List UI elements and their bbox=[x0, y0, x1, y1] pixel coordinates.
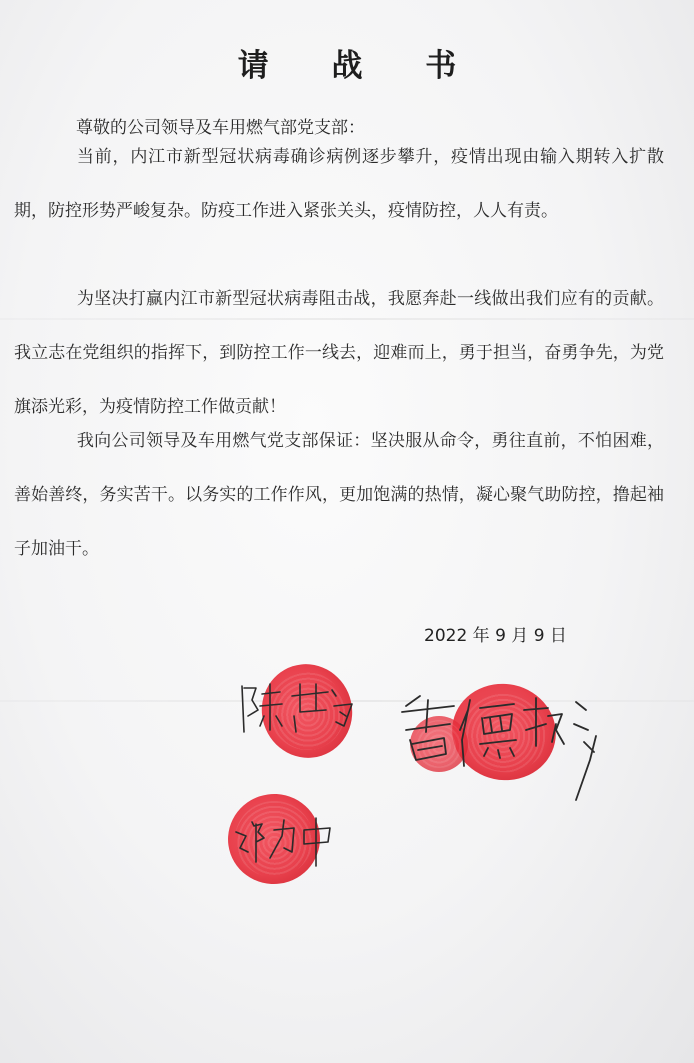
signature-1 bbox=[236, 676, 356, 756]
salutation: 尊敬的公司领导及车用燃气部党支部： bbox=[76, 118, 365, 138]
body-paragraph-2: 为坚决打赢内江市新型冠状病毒阻击战，我愿奔赴一线做出我们应有的贡献。我立志在党组织的指挥下，到防控工作一线去，迎难而上，勇于担当，奋勇争先，为党旗添光彩，为疫情防控工作做贡献！ bbox=[14, 289, 664, 417]
body-paragraph-3: 我向公司领导及车用燃气党支部保证：坚决服从命令，勇往直前，不怕困难，善始善终，务实苦干。以务实的工作作风，更加饱满的热情，凝心聚气助防控，撸起袖子加油干。 bbox=[14, 431, 664, 559]
signature-3 bbox=[230, 812, 340, 872]
document-title: 请 战 书 bbox=[237, 48, 483, 84]
document-date: 2022 年 9 月 9 日 bbox=[424, 626, 567, 646]
body-paragraph-1: 当前，内江市新型冠状病毒确诊病例逐步攀升，疫情出现由输入期转入扩散期，防控形势严峻复杂。防疫工作进入紧张关头，疫情防控，人人有责。 bbox=[14, 147, 664, 221]
signature-2 bbox=[398, 690, 608, 810]
